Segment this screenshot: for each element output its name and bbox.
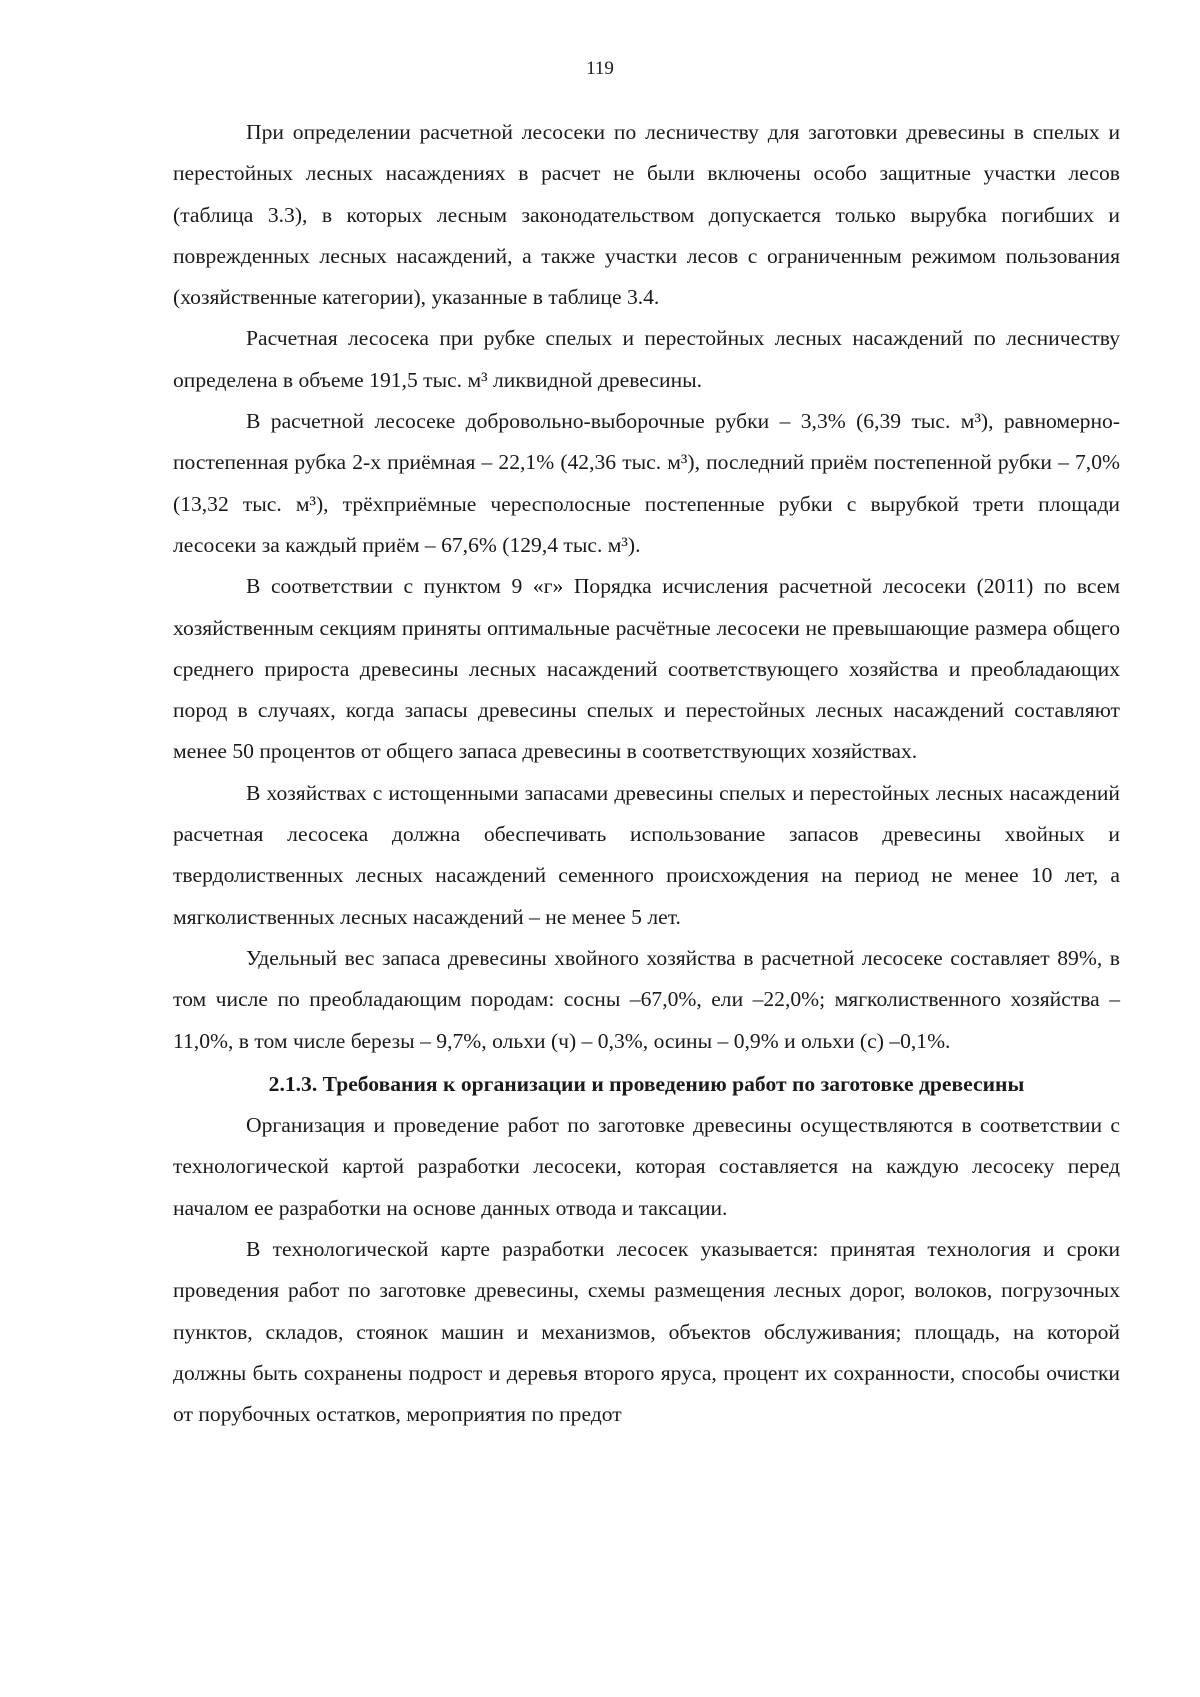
paragraph-4: В соответствии с пунктом 9 «г» Порядка исчисления расчетной лесосеки (2011) по всем хозяйственным секциям приняты оптимальные расчётные лесосеки не превышающие размера общего среднего прироста древесины лесных насаждений соответствующего хозяйства и преобладающих пород в случаях, когда запасы древесины спелых и перестойных лесных насаждений составляют менее 50 процентов от общего запаса древесины в соответствующих хозяйствах. bbox=[173, 574, 1120, 764]
paragraph-1: При определении расчетной лесосеки по лесничеству для заготовки древесины в спелых и перестойных лесных насаждениях в расчет не были включены особо защитные участки лесов (таблица 3.3), в которых лесным законодательством допускается только вырубка погибших и поврежденных лесных насаждений, а также участки лесов с ограниченным режимом пользования (хозяйственные категории), указанные в таблице 3.4. bbox=[173, 120, 1120, 310]
paragraph-2: Расчетная лесосека при рубке спелых и перестойных лесных насаждений по лесничеству определена в объеме 191,5 тыс. м³ ликвидной древесины. bbox=[173, 326, 1120, 392]
paragraph-8: В технологической карте разработки лесосек указывается: принятая технология и сроки проведения работ по заготовке древесины, схемы размещения лесных дорог, волоков, погрузочных пунктов, складов, стоянок машин и механизмов, объектов обслуживания; площадь, на которой должны быть сохранены подрост и деревья второго яруса, процент их сохранности, способы очистки от порубочных остатков, мероприятия по предот bbox=[173, 1237, 1120, 1427]
paragraph-5: В хозяйствах с истощенными запасами древесины спелых и перестойных лесных насаждений расчетная лесосека должна обеспечивать использование запасов древесины хвойных и твердолиственных лесных насаждений семенного происхождения на период не менее 10 лет, а мягколиственных лесных насаждений – не менее 5 лет. bbox=[173, 780, 1120, 929]
paragraph-3: В расчетной лесосеке добровольно-выборочные рубки – 3,3% (6,39 тыс. м³), равномерно-постепенная рубка 2-х приёмная – 22,1% (42,36 тыс. м³), последний приём постепенной рубки – 7,0% (13,32 тыс. м³), трёхприёмные чересполосные постепенные рубки с вырубкой трети площади лесосеки за каждый приём – 67,6% (129,4 тыс. м³). bbox=[173, 409, 1120, 557]
page-number: 119 bbox=[586, 58, 614, 79]
section-heading: 2.1.3. Требования к организации и проведению работ по заготовке древесины bbox=[268, 1071, 1025, 1096]
page-content bbox=[173, 112, 1120, 1436]
paragraph-6: Удельный вес запаса древесины хвойного хозяйства в расчетной лесосеке составляет 89%, в том числе по преобладающим породам: сосны –67,0%, ели –22,0%; мягколиственного хозяйства –11,0%, в том числе березы – 9,7%, ольхи (ч) – 0,3%, осины – 0,9% и ольхи (с) –0,1%. bbox=[173, 945, 1120, 1053]
paragraph-7: Организация и проведение работ по заготовке древесины осуществляются в соответствии с технологической картой разработки лесосеки, которая составляется на каждую лесосеку перед началом ее разработки на основе данных отвода и таксации. bbox=[173, 1113, 1120, 1220]
